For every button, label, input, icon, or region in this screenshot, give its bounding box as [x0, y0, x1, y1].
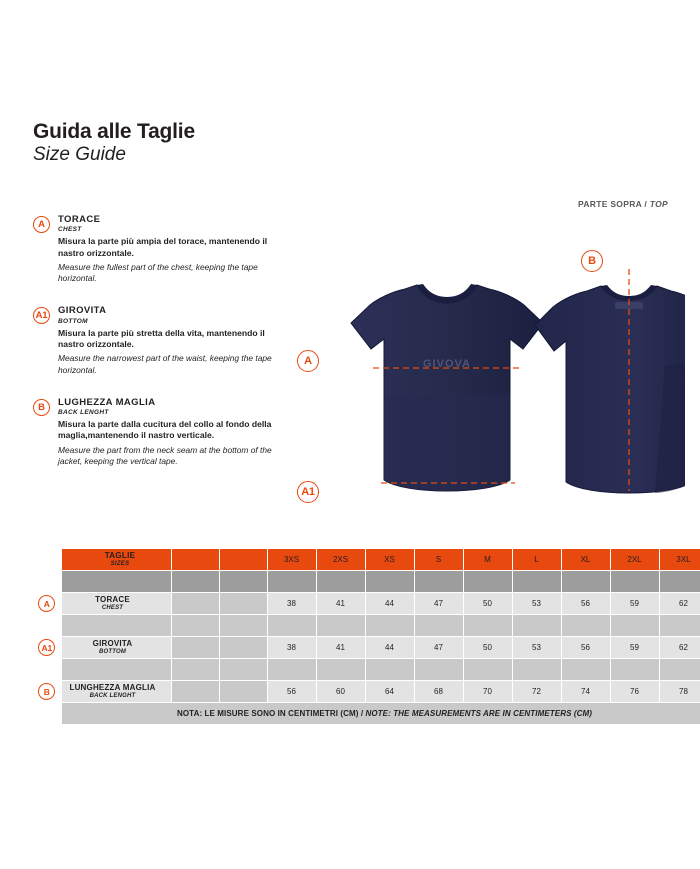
table-row	[33, 637, 700, 659]
row-badge-b-cell	[33, 681, 61, 703]
header-sizes-en: SIZES	[110, 560, 130, 567]
size-table	[33, 548, 700, 725]
subheader-c3	[365, 571, 414, 593]
subheader-c9	[659, 571, 700, 593]
row-back-m: 70	[463, 681, 512, 703]
legend-badge-a1: A1	[33, 307, 50, 324]
row-badge-a1-cell	[33, 637, 61, 659]
legend-title-it-back-length: LUGHEZZA MAGLIA	[58, 396, 156, 408]
row-bottom-3xl: 62	[659, 637, 700, 659]
subheader-c7	[561, 571, 610, 593]
spacer2-c1	[267, 659, 316, 681]
row-label-it-chest: TORACE	[95, 595, 130, 605]
row-badge-a-cell	[33, 593, 61, 615]
legend-title-it-chest: TORACE	[58, 214, 101, 225]
spacer1-c9	[659, 615, 700, 637]
row-badge-a1: A1	[38, 639, 55, 656]
row-bottom-xs: 44	[365, 637, 414, 659]
legend-item-chest	[33, 215, 283, 284]
row-label-back-length	[61, 681, 171, 703]
spacer1-label	[61, 615, 171, 637]
legend-desc-it-chest: Misura la parte più ampia del torace, mantenendo il nastro orizzontale.	[58, 236, 268, 258]
table-header-row	[33, 549, 700, 571]
legend-desc-it-back-length: Misura la parte dalla cucitura del collo al fondo della maglia,mantenendo il nastro verticale.	[58, 419, 272, 441]
spacer2-c5	[463, 659, 512, 681]
header-blank-2	[219, 549, 267, 571]
top-section-caption	[578, 199, 668, 209]
row-back-xl: 74	[561, 681, 610, 703]
header-size-3xl: 3XL	[659, 549, 700, 571]
row-label-en-back-length: BACK LENGHT	[89, 692, 136, 699]
spacer2-c8	[610, 659, 659, 681]
spacer1-badge	[33, 615, 61, 637]
legend-item-bottom	[33, 306, 283, 375]
note-cell	[61, 703, 700, 725]
header-size-2xl: 2XL	[610, 549, 659, 571]
row-back-blank-1	[171, 681, 219, 703]
row-label-en-bottom: BOTTOM	[98, 648, 127, 655]
spacer1-c7	[561, 615, 610, 637]
top-caption-en: TOP	[649, 199, 668, 209]
row-back-xs: 64	[365, 681, 414, 703]
spacer2-c9	[659, 659, 700, 681]
legend-title-en-chest: CHEST	[58, 226, 82, 234]
row-chest-l: 53	[512, 593, 561, 615]
table-row	[33, 593, 700, 615]
note-sep: /	[358, 709, 366, 718]
spacer2-c4	[414, 659, 463, 681]
jersey-illustration	[285, 245, 685, 545]
illustration-marker-a: A	[297, 350, 319, 372]
subheader-blank-1	[171, 571, 219, 593]
jersey-back-view	[535, 269, 685, 493]
measurement-legend	[33, 215, 283, 489]
size-table-wrapper	[33, 548, 691, 725]
subheader-c5	[463, 571, 512, 593]
row-label-it-back-length: LUNGHEZZA MAGLIA	[69, 683, 156, 693]
row-label-it-bottom: GIROVITA	[92, 639, 133, 649]
title-italian: Guida alle Taglie	[33, 120, 195, 143]
row-bottom-l: 53	[512, 637, 561, 659]
spacer1-b1	[171, 615, 219, 637]
note-badge-cell	[33, 703, 61, 725]
row-back-3xl: 78	[659, 681, 700, 703]
subheader-c6	[512, 571, 561, 593]
row-chest-xs: 44	[365, 593, 414, 615]
table-subheader-row	[33, 571, 700, 593]
jersey-diagram-svg	[285, 245, 685, 545]
row-bottom-m: 50	[463, 637, 512, 659]
row-label-en-chest: CHEST	[101, 604, 124, 611]
spacer2-c3	[365, 659, 414, 681]
header-size-3xs: 3XS	[267, 549, 316, 571]
spacer2-badge	[33, 659, 61, 681]
header-size-xl: XL	[561, 549, 610, 571]
header-size-xs: XS	[365, 549, 414, 571]
row-chest-2xl: 59	[610, 593, 659, 615]
spacer2-b2	[219, 659, 267, 681]
legend-desc-it-bottom: Misura la parte più stretta della vita, mantenendo il nastro orizzontale.	[58, 327, 265, 350]
spacer1-c8	[610, 615, 659, 637]
spacer2-label	[61, 659, 171, 681]
row-bottom-2xl: 59	[610, 637, 659, 659]
legend-title-it-bottom: GIROVITA	[58, 305, 107, 317]
subheader-c8	[610, 571, 659, 593]
legend-desc-en-back-length: Measure the part from the neck seam at the bottom of the jacket, keeping the vertical tape.	[58, 444, 272, 466]
header-sizes-label	[61, 549, 171, 571]
row-chest-3xs: 38	[267, 593, 316, 615]
row-chest-s: 47	[414, 593, 463, 615]
header-blank-1	[171, 549, 219, 571]
row-label-bottom	[61, 637, 171, 659]
top-caption-it: PARTE SOPRA	[578, 199, 642, 209]
header-badge-cell	[33, 549, 61, 571]
row-bottom-xl: 56	[561, 637, 610, 659]
top-caption-sep: /	[641, 199, 650, 209]
subheader-c4	[414, 571, 463, 593]
subheader-label	[61, 571, 171, 593]
table-spacer-row-2	[33, 659, 700, 681]
row-back-2xs: 60	[316, 681, 365, 703]
note-en: NOTE: THE MEASUREMENTS ARE IN CENTIMETERS (CM)	[365, 709, 593, 718]
table-spacer-row-1	[33, 615, 700, 637]
legend-title-en-bottom: BOTTOM	[58, 317, 88, 325]
legend-title-en-back-length: BACK LENGHT	[58, 409, 109, 417]
legend-desc-en-chest: Measure the fullest part of the chest, keeping the tape horizontal.	[58, 262, 258, 284]
spacer1-c2	[316, 615, 365, 637]
row-bottom-blank-1	[171, 637, 219, 659]
header-size-s: S	[414, 549, 463, 571]
spacer2-b1	[171, 659, 219, 681]
spacer2-c7	[561, 659, 610, 681]
row-chest-blank-1	[171, 593, 219, 615]
subheader-badge-cell	[33, 571, 61, 593]
table-row	[33, 681, 700, 703]
legend-badge-b: B	[33, 399, 50, 416]
row-back-2xl: 76	[610, 681, 659, 703]
spacer1-c1	[267, 615, 316, 637]
jersey-front-view	[351, 284, 543, 491]
row-chest-xl: 56	[561, 593, 610, 615]
spacer1-c6	[512, 615, 561, 637]
spacer2-c2	[316, 659, 365, 681]
header-size-2xs: 2XS	[316, 549, 365, 571]
row-chest-blank-2	[219, 593, 267, 615]
header-size-m: M	[463, 549, 512, 571]
page-title	[33, 120, 195, 166]
row-bottom-blank-2	[219, 637, 267, 659]
subheader-c2	[316, 571, 365, 593]
spacer1-c4	[414, 615, 463, 637]
legend-badge-a: A	[33, 216, 50, 233]
row-bottom-3xs: 38	[267, 637, 316, 659]
row-chest-m: 50	[463, 593, 512, 615]
illustration-marker-a1: A1	[297, 481, 319, 503]
legend-item-back-length	[33, 398, 283, 467]
row-bottom-2xs: 41	[316, 637, 365, 659]
row-back-l: 72	[512, 681, 561, 703]
row-label-chest	[61, 593, 171, 615]
header-sizes-it: TAGLIE	[104, 551, 136, 561]
title-english: Size Guide	[33, 144, 126, 166]
row-badge-b: B	[38, 683, 55, 700]
row-chest-3xl: 62	[659, 593, 700, 615]
illustration-marker-b: B	[581, 250, 603, 272]
header-size-l: L	[512, 549, 561, 571]
spacer1-c5	[463, 615, 512, 637]
row-bottom-s: 47	[414, 637, 463, 659]
legend-desc-en-bottom: Measure the narrowest part of the waist, keeping the tape horizontal.	[58, 353, 272, 375]
note-it: NOTA: LE MISURE SONO IN CENTIMETRI (CM)	[176, 709, 359, 718]
spacer1-c3	[365, 615, 414, 637]
spacer2-c6	[512, 659, 561, 681]
spacer1-b2	[219, 615, 267, 637]
row-chest-2xs: 41	[316, 593, 365, 615]
row-badge-a: A	[38, 595, 55, 612]
brand-text-front: GIVOVA	[423, 358, 471, 370]
table-note-row	[33, 703, 700, 725]
row-back-blank-2	[219, 681, 267, 703]
subheader-c1	[267, 571, 316, 593]
row-back-s: 68	[414, 681, 463, 703]
subheader-blank-2	[219, 571, 267, 593]
row-back-3xs: 56	[267, 681, 316, 703]
